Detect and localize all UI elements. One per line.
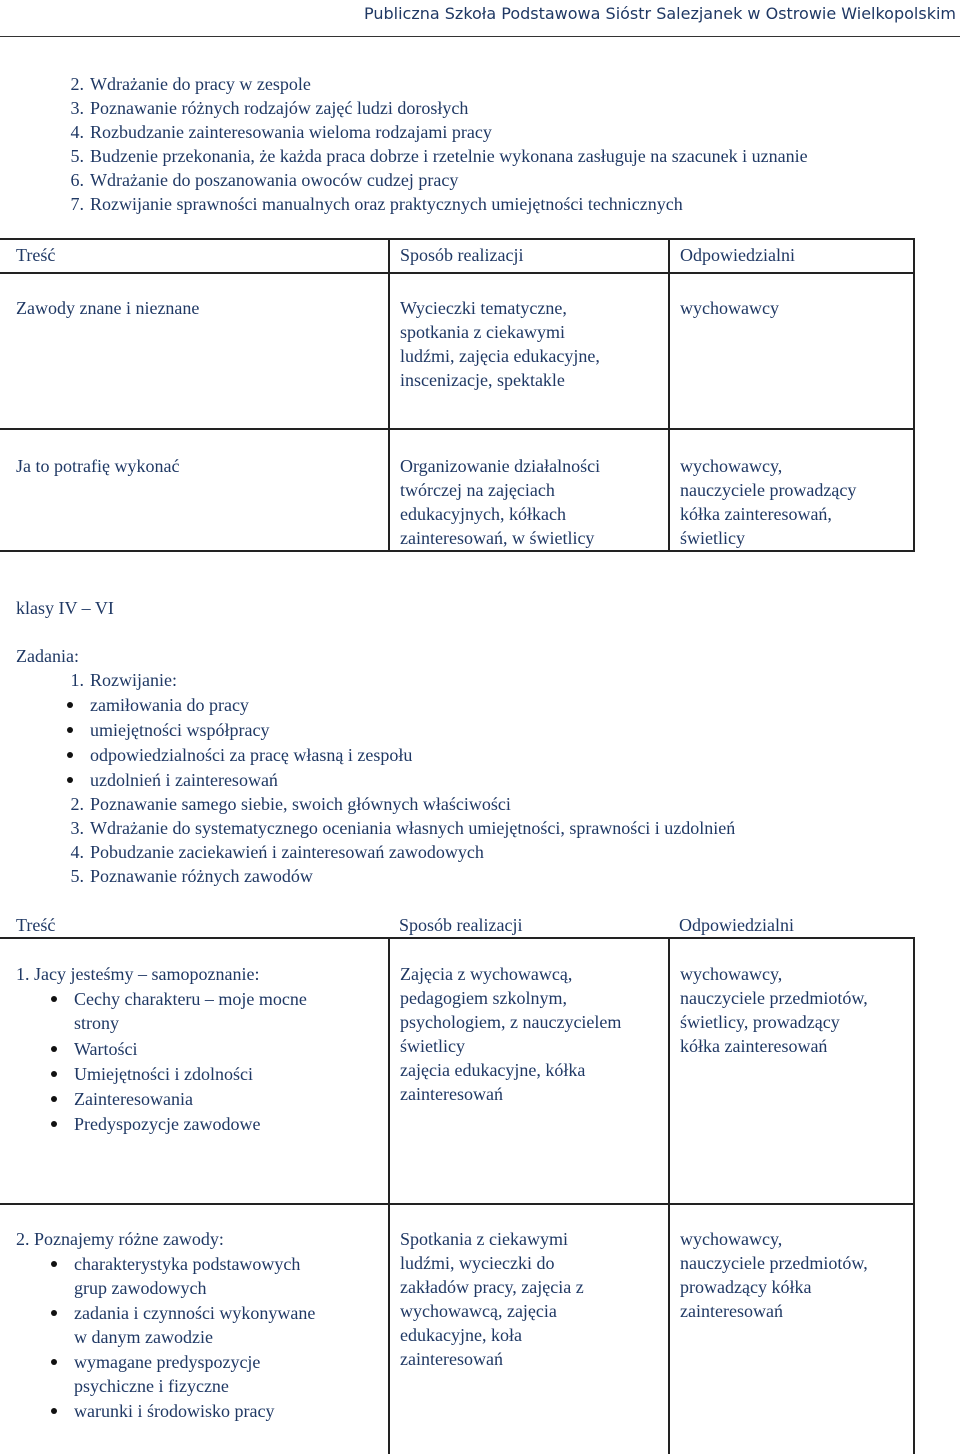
col-header-tresc: Treść: [16, 915, 56, 935]
bullet-list: [36, 987, 380, 1136]
bullet-list: [36, 1252, 380, 1423]
col-header-tresc: Treść: [0, 239, 389, 273]
bullet-item: wymagane predyspozycje psychiczne i fizyczne: [36, 1350, 380, 1398]
tasks-item-1: [52, 668, 177, 692]
col-header-odpowiedzialni: Odpowiedzialni: [669, 239, 914, 273]
list-item: 4. Rozbudzanie zainteresowania wieloma rodzajami pracy: [70, 122, 492, 142]
list-item: 3. Wdrażanie do systematycznego oceniania własnych umiejętności, sprawności i uzdolnień: [70, 818, 736, 838]
bullet-item: uzdolnień i zainteresowań: [52, 768, 412, 793]
bullet-item: warunki i środowisko pracy: [36, 1399, 380, 1423]
header-divider: [0, 36, 960, 37]
bullet-item: Predyspozycje zawodowe: [36, 1112, 380, 1136]
odpowiedzialni-cell: wychowawcy: [669, 273, 914, 429]
table-row: [0, 1204, 914, 1454]
list-item: 4. Pobudzanie zaciekawień i zainteresowań zawodowych: [70, 842, 484, 862]
row-title: 2. Poznajemy różne zawody:: [16, 1229, 224, 1249]
odpowiedzialni-cell: wychowawcy, nauczyciele przedmiotów, prowadzący kółka zainteresowań: [669, 1204, 914, 1454]
bullet-item: odpowiedzialności za pracę własną i zespołu: [52, 743, 412, 768]
class-label: klasy IV – VI: [16, 598, 114, 618]
list-item: 6. Wdrażanie do poszanowania owoców cudzej pracy: [70, 170, 459, 190]
odpowiedzialni-cell: wychowawcy, nauczyciele prowadzący kółka zainteresowań, świetlicy: [669, 429, 914, 551]
skills-bullet-list: [52, 693, 412, 793]
activities-table-1: [0, 238, 915, 552]
bullet-item: zamiłowania do pracy: [52, 693, 412, 718]
sposob-cell: Spotkania z ciekawymi ludźmi, wycieczki do zakładów pracy, zajęcia z wychowawcą, zajęcia edukacyjne, koła zainteresowań: [389, 1204, 669, 1454]
odpowiedzialni-cell: wychowawcy, nauczyciele przedmiotów, świetlicy, prowadzący kółka zainteresowań: [669, 938, 914, 1204]
sposob-cell: Zajęcia z wychowawcą, pedagogiem szkolnym, psychologiem, z nauczycielem świetlicy zajęcia edukacyjne, kółka zainteresowań: [389, 938, 669, 1204]
list-item: 2. Poznawanie samego siebie, swoich głównych właściwości: [70, 794, 511, 814]
tresc-cell: Zawody znane i nieznane: [0, 273, 389, 429]
bullet-item: zadania i czynności wykonywane w danym zawodzie: [36, 1301, 380, 1349]
bullet-item: Cechy charakteru – moje mocne strony: [36, 987, 380, 1035]
table-row: [0, 938, 914, 1204]
tresc-cell: [0, 938, 389, 1204]
bullet-item: charakterystyka podstawowych grup zawodowych: [36, 1252, 380, 1300]
bullet-item: umiejętności współpracy: [52, 718, 412, 743]
list-item: 1. Rozwijanie:: [70, 670, 177, 690]
goals-list: [52, 72, 808, 216]
tresc-cell: Ja to potrafię wykonać: [0, 429, 389, 551]
table-row: [0, 429, 914, 551]
tasks-list: [52, 792, 735, 888]
col-header-sposob: Sposób realizacji: [389, 239, 669, 273]
list-item: 3. Poznawanie różnych rodzajów zajęć ludzi dorosłych: [70, 98, 469, 118]
row-title: 1. Jacy jesteśmy – samopoznanie:: [16, 964, 260, 984]
bullet-item: Umiejętności i zdolności: [36, 1062, 380, 1086]
bullet-item: Wartości: [36, 1037, 380, 1061]
table-row: [0, 273, 914, 429]
bullet-item: Zainteresowania: [36, 1087, 380, 1111]
tasks-label: Zadania:: [16, 646, 79, 666]
sposob-cell: Wycieczki tematyczne, spotkania z ciekawymi ludźmi, zajęcia edukacyjne, inscenizacje, spektakle: [389, 273, 669, 429]
activities-table-2: [0, 911, 915, 1454]
list-item: 5. Poznawanie różnych zawodów: [70, 866, 313, 886]
col-header-odpowiedzialni: Odpowiedzialni: [679, 915, 794, 935]
school-header: Publiczna Szkoła Podstawowa Sióstr Salezjanek w Ostrowie Wielkopolskim: [363, 4, 956, 23]
sposob-cell: Organizowanie działalności twórczej na zajęciach edukacyjnych, kółkach zainteresowań, w świetlicy: [389, 429, 669, 551]
list-item: 7. Rozwijanie sprawności manualnych oraz praktycznych umiejętności technicznych: [70, 194, 683, 214]
list-item: 2. Wdrażanie do pracy w zespole: [70, 74, 311, 94]
tresc-cell: [0, 1204, 389, 1454]
col-header-sposob: Sposób realizacji: [399, 915, 523, 935]
list-item: 5. Budzenie przekonania, że każda praca dobrze i rzetelnie wykonana zasługuje na szacunek i uznanie: [70, 146, 808, 166]
